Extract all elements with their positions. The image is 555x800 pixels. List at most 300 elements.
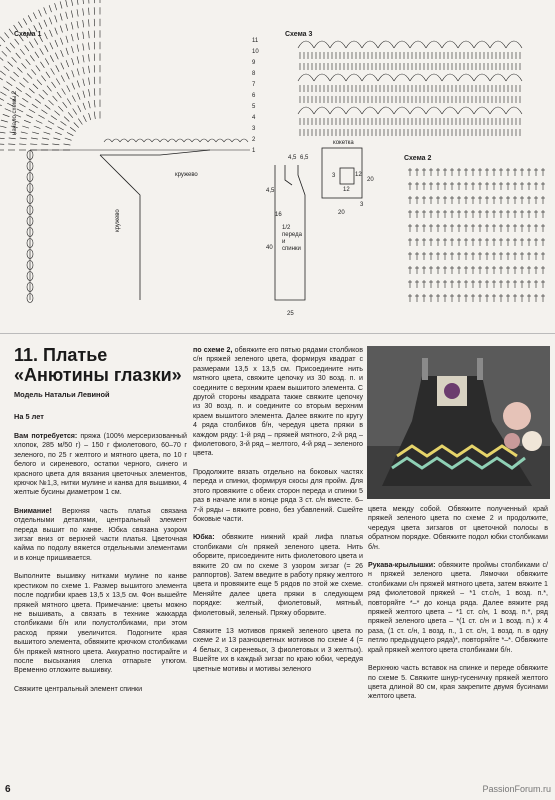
stitch-mark bbox=[40, 62, 44, 68]
dim-12-a: 12 bbox=[355, 172, 362, 178]
dim-40: 40 bbox=[266, 245, 273, 251]
stitch-mark bbox=[83, 55, 84, 62]
fan-mark bbox=[298, 107, 314, 114]
stitch-mark bbox=[77, 68, 79, 75]
fan-mark bbox=[458, 74, 474, 81]
page-number: 6 bbox=[5, 784, 11, 795]
scheme1-row-number: 7 bbox=[252, 82, 256, 88]
stitch-mark bbox=[41, 76, 45, 82]
fan-mark bbox=[346, 41, 362, 48]
stitch-mark bbox=[56, 65, 59, 72]
stitch-mark bbox=[67, 132, 73, 135]
stitch-mark bbox=[17, 68, 22, 73]
stitch-mark bbox=[34, 38, 38, 44]
stitch-mark bbox=[94, 54, 95, 61]
dim-20-b: 20 bbox=[338, 210, 345, 216]
stitch-mark bbox=[31, 138, 38, 139]
stitch-mark bbox=[14, 72, 19, 77]
scheme1-row-number: 1 bbox=[252, 148, 256, 154]
fan-mark bbox=[330, 41, 346, 48]
stitch-mark bbox=[89, 54, 90, 61]
fan-mark bbox=[506, 74, 522, 81]
stitch-mark bbox=[26, 93, 32, 97]
paragraph-text: Верхнюю часть вставок на спинке и переде обвяжите по схеме 5. Свяжите шнур-гусеничку пряжей желтого цвета длиной 80 см, края закрепите двумя бусинами желтого цвета. bbox=[368, 664, 548, 701]
scallop-mark bbox=[144, 139, 152, 142]
stitch-mark bbox=[77, 0, 78, 5]
scheme1-row-number: 4 bbox=[252, 115, 256, 121]
article-column-2 bbox=[193, 346, 363, 674]
stitch-mark bbox=[60, 26, 62, 33]
paragraph-lead: Вам потребуется: bbox=[14, 432, 78, 440]
stitch-mark bbox=[61, 75, 64, 81]
paragraph bbox=[193, 533, 363, 618]
stitch-mark bbox=[0, 92, 6, 96]
fan-mark bbox=[298, 41, 314, 48]
scallop-mark bbox=[168, 139, 176, 142]
dim-20: 20 bbox=[367, 177, 374, 183]
stitch-mark bbox=[30, 144, 37, 145]
stitch-mark bbox=[1, 120, 8, 122]
stitch-mark bbox=[28, 15, 31, 21]
scheme1-label: Схема 1 bbox=[14, 31, 42, 38]
stitch-mark bbox=[22, 98, 28, 102]
stitch-mark bbox=[6, 47, 11, 52]
stitch-mark bbox=[46, 72, 50, 78]
paragraph bbox=[193, 627, 363, 674]
stitch-mark bbox=[53, 138, 60, 140]
paragraph-lead: Рукава-крылышки: bbox=[368, 561, 436, 570]
stitch-mark bbox=[18, 22, 22, 28]
article-title: 11. Платье «Анютины глазки» bbox=[14, 345, 182, 385]
stitch-mark bbox=[5, 33, 10, 39]
fan-mark bbox=[490, 74, 506, 81]
dim-4-5: 4,5 bbox=[288, 155, 297, 161]
stitch-mark bbox=[77, 93, 80, 100]
scallop-mark bbox=[200, 139, 208, 142]
article-age: На 5 лет bbox=[14, 412, 44, 421]
stitch-mark bbox=[51, 116, 57, 120]
scheme1-row-number: 8 bbox=[252, 71, 256, 77]
stitch-mark bbox=[12, 57, 17, 62]
scallop-mark bbox=[216, 139, 224, 142]
fan-mark bbox=[410, 107, 426, 114]
stitch-mark bbox=[89, 89, 90, 96]
paragraph bbox=[368, 505, 548, 552]
stitch-mark bbox=[89, 0, 90, 4]
stitch-mark bbox=[53, 96, 58, 101]
dim-4-5-b: 4,5 bbox=[266, 188, 275, 194]
stitch-mark bbox=[23, 18, 27, 24]
watermark: PassionForum.ru bbox=[482, 784, 551, 794]
stitch-mark bbox=[10, 77, 16, 82]
stitch-mark bbox=[0, 41, 1, 46]
stitch-mark bbox=[15, 39, 19, 45]
stitch-mark bbox=[72, 58, 74, 65]
stitch-mark bbox=[67, 85, 70, 91]
stitch-mark bbox=[27, 74, 32, 79]
stitch-mark bbox=[83, 8, 84, 15]
stitch-mark bbox=[89, 101, 91, 108]
stitch-mark bbox=[48, 121, 54, 125]
fan-mark bbox=[490, 107, 506, 114]
stitch-mark bbox=[20, 49, 25, 55]
paragraph-text: обвяжите проймы столбиками с/н пряжей зеленого цвета. Лямочки обвяжите столбиками с/н пряжей мятного цвета, затем вяжите 1 ряд фиолетовой пряжей – *1 ст.с/н, 1 возд. п.*, повторяйте *–* до конца ряда. Далее вяжите ряд пряжей желтого цвета – *1 ст. с/н, 1 возд. п.*, ряд пряжей зеленого цвета – *(1 ст. с/н и 1 возд. п.) х 4 раза, (1 ст. с/н, 1 возд. п., 1 ст. с/н, 1 возд. п. в одну петлю предыдущего ряда)*, повторяйте *–*. Обвяжите край пряжей желтого цвета столбиками б/н. bbox=[368, 561, 548, 654]
stitch-mark bbox=[78, 105, 81, 112]
stitch-mark bbox=[50, 43, 53, 50]
stitch-mark bbox=[22, 63, 27, 68]
stitch-mark bbox=[8, 62, 13, 67]
stitch-mark bbox=[34, 126, 41, 128]
scallop-mark bbox=[104, 139, 112, 142]
diagrams-area bbox=[0, 0, 555, 332]
stitch-mark bbox=[62, 89, 66, 95]
fan-mark bbox=[298, 74, 314, 81]
fan-mark bbox=[362, 107, 378, 114]
dim-12-b: 12 bbox=[343, 187, 350, 193]
scheme1-row-number: 10 bbox=[252, 49, 259, 55]
stitch-mark bbox=[3, 114, 10, 116]
stitch-mark bbox=[89, 66, 90, 73]
stitch-mark bbox=[65, 138, 72, 140]
stitch-mark bbox=[52, 144, 59, 145]
stitch-mark bbox=[44, 20, 47, 27]
dim-3: 3 bbox=[332, 173, 336, 179]
stitch-mark bbox=[89, 43, 90, 50]
stitch-mark bbox=[89, 31, 90, 38]
stitch-mark bbox=[72, 70, 74, 77]
article-column-1 bbox=[14, 432, 187, 694]
fan-mark bbox=[458, 107, 474, 114]
stitch-mark bbox=[68, 112, 73, 118]
scallop-mark bbox=[224, 139, 232, 142]
fan-mark bbox=[362, 74, 378, 81]
stitch-mark bbox=[89, 78, 90, 85]
stitch-mark bbox=[66, 36, 68, 43]
dress-photo-illustration bbox=[367, 346, 550, 499]
stitch-mark bbox=[83, 115, 86, 122]
stitch-mark bbox=[0, 138, 5, 139]
stitch-mark bbox=[55, 28, 58, 35]
scallop-mark bbox=[232, 139, 240, 142]
koketka-label: кокетка bbox=[333, 140, 354, 146]
stitch-mark bbox=[94, 112, 95, 119]
kruzhevo-top-label: кружево bbox=[175, 172, 198, 178]
stitch-mark bbox=[41, 144, 48, 145]
stitch-mark bbox=[89, 19, 90, 26]
fan-mark bbox=[442, 41, 458, 48]
stitch-mark bbox=[83, 20, 84, 27]
stitch-mark bbox=[73, 109, 77, 115]
fan-mark bbox=[314, 74, 330, 81]
stitch-mark bbox=[22, 126, 29, 128]
stitch-mark bbox=[40, 48, 44, 54]
stitch-mark bbox=[83, 67, 85, 74]
fan-mark bbox=[330, 74, 346, 81]
stitch-mark bbox=[36, 121, 42, 124]
stitch-mark bbox=[2, 51, 7, 56]
fan-mark bbox=[314, 107, 330, 114]
stitch-mark bbox=[58, 127, 64, 130]
stitch-mark bbox=[83, 43, 84, 50]
stitch-mark bbox=[63, 102, 67, 108]
stitch-mark bbox=[71, 10, 73, 17]
stitch-mark bbox=[71, 22, 73, 29]
stitch-mark bbox=[21, 132, 28, 134]
stitch-mark bbox=[51, 68, 55, 74]
stitch-mark bbox=[32, 132, 39, 134]
scallop-mark bbox=[240, 139, 248, 142]
stitch-mark bbox=[41, 110, 47, 114]
stitch-mark bbox=[0, 126, 6, 128]
stitch-mark bbox=[29, 109, 35, 113]
stitch-mark bbox=[0, 76, 3, 80]
scallop-mark bbox=[136, 139, 144, 142]
stitch-mark bbox=[35, 52, 39, 58]
stitch-mark bbox=[30, 55, 34, 61]
stitch-mark bbox=[5, 109, 12, 112]
fan-mark bbox=[362, 41, 378, 48]
paragraph bbox=[368, 561, 548, 655]
fan-mark bbox=[426, 41, 442, 48]
section-divider bbox=[0, 333, 555, 334]
fan-mark bbox=[378, 107, 394, 114]
stitch-mark bbox=[55, 132, 62, 135]
stitch-mark bbox=[49, 100, 54, 105]
stitch-mark bbox=[42, 138, 49, 139]
scheme1-row-number: 9 bbox=[252, 60, 256, 66]
paragraph bbox=[14, 685, 187, 694]
paragraph-text: Свяжите центральный элемент спинки bbox=[14, 684, 143, 693]
stitch-mark bbox=[36, 65, 40, 71]
stitch-mark bbox=[83, 0, 84, 4]
paragraph-lead: Юбка: bbox=[193, 533, 215, 542]
stitch-mark bbox=[67, 99, 71, 105]
stitch-mark bbox=[61, 63, 64, 70]
stitch-mark bbox=[56, 79, 60, 85]
fan-mark bbox=[506, 107, 522, 114]
fan-mark bbox=[378, 74, 394, 81]
stitch-mark bbox=[47, 86, 52, 92]
stitch-mark bbox=[0, 37, 5, 42]
fan-mark bbox=[474, 107, 490, 114]
stitch-mark bbox=[72, 95, 75, 101]
stitch-mark bbox=[44, 7, 47, 14]
stitch-mark bbox=[72, 83, 75, 90]
scheme1-start-label: начало схемы 2 bbox=[12, 90, 18, 135]
scheme3-label: Схема 3 bbox=[285, 31, 313, 38]
stitch-mark bbox=[39, 94, 44, 99]
stitch-mark bbox=[83, 91, 85, 98]
stitch-mark bbox=[94, 65, 95, 72]
paragraph-text: обвяжите его пятью рядами столбиков с/н пряжей зеленого цвета, формируя квадрат с размерами 13,5 х 13,5 см. Присоедините нить мятного цвета, свяжите цепочку из 30 возд. п. и соедините с верхним краем вышитого элемента. С другой стороны квадрата также свяжите цепочку из 30 возд. п. и соедините со вторым верхним краем вышитого элемента. Далее вяжите по кругу 4 ряда столбиков б/н, чередуя цвета пряжи в каждом ряду: 1-й ряд – пряжей мятного, 2-й ряд – фиолетового, 3-й ряд – желтого, 4-й ряд – зеленого цвета. bbox=[193, 346, 364, 458]
dress-photo bbox=[367, 346, 550, 499]
scheme1-chart bbox=[0, 0, 250, 302]
paragraph-text: пряжа (100% мерсеризованный хлопок, 285 м/50 г) – 150 г фиолетового, 60–70 г зеленого, по 25 г желтого и мятного цвета, по 10 г белого и сиреневого, остатки черного, синего и красного цвета для вязания цветочных элементов, крючок №1,3, нитки мулине и канва для вышивки, 4 желтые бусины диаметром 1 см. bbox=[14, 432, 187, 497]
paragraph-text: Продолжите вязать отдельно на боковых частях переда и спинки, формируя скосы для пройм. Для этого провяжите с обеих сторон переда и спинки 5 раз в начале или в конце ряда 3 ст. с/н вместе. 6–7-й ряды – вяжите ровно, без убавлений. Сшейте боковые части. bbox=[193, 467, 363, 523]
scheme1-row-number: 11 bbox=[252, 38, 259, 44]
scallop-mark bbox=[112, 139, 120, 142]
stitch-mark bbox=[44, 33, 47, 40]
stitch-mark bbox=[55, 15, 57, 22]
stitch-mark bbox=[77, 56, 79, 63]
stitch-mark bbox=[9, 29, 13, 35]
stitch-mark bbox=[89, 113, 91, 120]
fan-mark bbox=[346, 107, 362, 114]
stitch-mark bbox=[61, 50, 64, 57]
stitch-mark bbox=[0, 71, 6, 75]
fan-mark bbox=[426, 74, 442, 81]
stitch-mark bbox=[45, 105, 51, 110]
stitch-mark bbox=[19, 144, 26, 145]
stitch-mark bbox=[29, 88, 34, 93]
stitch-mark bbox=[66, 60, 69, 67]
paragraph-text: обвяжите нижний край лифа платья столбиками с/н пряжей зеленого цвета. Нить оборвите, присоедините нить фиолетового цвета и вяжите 20 см по схеме 3 узором зигзаг (= 26 раппортов). Затем введите в работу пряжу желтого цвета и провяжите еще 5 рядов по этой же схеме. Меняйте далее цвета пряжи в следующем порядке: желтый, фиолетовый, мятный, фиолетовый, зеленый. Пряжу оборвите. bbox=[193, 533, 363, 617]
stitch-mark bbox=[20, 138, 27, 139]
stitch-mark bbox=[60, 38, 62, 45]
stitch-mark bbox=[66, 48, 68, 55]
fan-mark bbox=[506, 41, 522, 48]
pattern-part-label: 1/2 переда и спинки bbox=[282, 225, 302, 252]
stitch-mark bbox=[43, 90, 48, 95]
scheme1-row-number: 5 bbox=[252, 104, 256, 110]
paragraph-text: цвета между собой. Обвяжите полученный край пряжей зеленого цвета по схеме 2 и продолжите, чередуя цвета зигзагов от цветочной полосы в обратном порядке. Обвяжите подол юбки столбиками б/н. bbox=[368, 505, 548, 551]
fan-mark bbox=[426, 107, 442, 114]
fan-mark bbox=[314, 41, 330, 48]
fan-mark bbox=[410, 74, 426, 81]
paragraph-lead: Внимание! bbox=[14, 506, 52, 515]
scheme1-row-number: 2 bbox=[252, 137, 256, 143]
stitch-mark bbox=[55, 40, 58, 47]
stitch-mark bbox=[3, 87, 9, 91]
fan-mark bbox=[394, 107, 410, 114]
stitch-mark bbox=[77, 45, 79, 52]
stitch-mark bbox=[57, 92, 61, 98]
stitch-mark bbox=[0, 132, 5, 133]
stitch-mark bbox=[0, 103, 2, 106]
stitch-mark bbox=[83, 103, 86, 110]
fan-mark bbox=[410, 41, 426, 48]
stitch-mark bbox=[66, 0, 68, 7]
fan-mark bbox=[394, 41, 410, 48]
scallop-mark bbox=[208, 139, 216, 142]
fan-mark bbox=[330, 107, 346, 114]
stitch-mark bbox=[0, 97, 4, 100]
stitch-mark bbox=[24, 120, 31, 123]
scheme2-chart bbox=[408, 168, 545, 302]
stitch-mark bbox=[25, 45, 29, 51]
scallop-mark bbox=[176, 139, 184, 142]
fan-mark bbox=[442, 107, 458, 114]
stitch-mark bbox=[19, 104, 25, 108]
stitch-mark bbox=[44, 132, 51, 134]
fan-mark bbox=[346, 74, 362, 81]
stitch-mark bbox=[20, 83, 25, 88]
fan-mark bbox=[442, 74, 458, 81]
stitch-mark bbox=[55, 3, 57, 10]
stitch-mark bbox=[77, 81, 79, 88]
scheme1-row-number: 6 bbox=[252, 93, 256, 99]
article-column-3 bbox=[368, 505, 548, 702]
stitch-mark bbox=[49, 18, 52, 25]
stitch-mark bbox=[29, 42, 33, 48]
stitch-mark bbox=[77, 21, 78, 28]
kruzhevo-side-label: кружево bbox=[115, 209, 121, 232]
stitch-mark bbox=[8, 144, 15, 145]
stitch-mark bbox=[26, 115, 32, 118]
stitch-mark bbox=[77, 33, 78, 40]
stitch-mark bbox=[58, 106, 63, 111]
stitch-mark bbox=[77, 9, 78, 16]
stitch-mark bbox=[60, 1, 62, 8]
paragraph-text: Верхняя часть платья связана отдельными деталями, центральный элемент переда вышит по канве. Юбка связана узором зигзаг вниз от верхней части платья. Цветочная кайма по подолу вяжется отдельными элементами и в конце пришивается. bbox=[14, 506, 187, 562]
scallop-mark bbox=[152, 139, 160, 142]
stitch-mark bbox=[49, 5, 51, 12]
stitch-mark bbox=[61, 121, 67, 125]
stitch-mark bbox=[45, 45, 48, 52]
fan-mark bbox=[378, 41, 394, 48]
dress-pattern bbox=[100, 148, 362, 300]
stitch-mark bbox=[16, 53, 21, 58]
stitch-mark bbox=[89, 8, 90, 15]
stitch-mark bbox=[0, 56, 3, 61]
scallop-mark bbox=[160, 139, 168, 142]
fan-mark bbox=[394, 74, 410, 81]
stitch-mark bbox=[66, 24, 68, 31]
stitch-mark bbox=[52, 82, 56, 88]
paragraph bbox=[368, 664, 548, 702]
stitch-mark bbox=[94, 100, 95, 107]
stitch-mark bbox=[94, 88, 95, 95]
stitch-mark bbox=[37, 80, 42, 85]
stitch-mark bbox=[66, 73, 69, 80]
stitch-mark bbox=[33, 13, 36, 20]
stitch-mark bbox=[10, 43, 15, 49]
stitch-mark bbox=[72, 46, 74, 53]
scheme2-label: Схема 2 bbox=[404, 155, 432, 162]
stitch-mark bbox=[9, 138, 16, 139]
paragraph bbox=[14, 432, 187, 498]
paragraph bbox=[14, 572, 187, 675]
stitch-mark bbox=[46, 126, 53, 129]
stitch-mark bbox=[66, 12, 68, 19]
stitch-mark bbox=[23, 78, 28, 83]
stitch-mark bbox=[54, 111, 59, 116]
paragraph bbox=[14, 507, 187, 563]
scallop-mark bbox=[128, 139, 136, 142]
dim-16: 16 bbox=[275, 212, 282, 218]
stitch-mark bbox=[45, 58, 49, 64]
stitch-mark bbox=[38, 115, 44, 119]
stitch-mark bbox=[78, 119, 82, 125]
dim-3-b: 3 bbox=[360, 202, 364, 208]
stitch-mark bbox=[31, 69, 36, 74]
article-author: Модель Натальи Левиной bbox=[14, 390, 110, 399]
scallop-mark bbox=[192, 139, 200, 142]
stitch-mark bbox=[71, 34, 73, 41]
stitch-mark bbox=[6, 82, 12, 86]
dim-25: 25 bbox=[287, 311, 294, 317]
fan-mark bbox=[474, 41, 490, 48]
stitch-mark bbox=[35, 99, 41, 103]
paragraph-lead: по схеме 2, bbox=[193, 346, 233, 354]
crochet-diagrams bbox=[0, 0, 555, 332]
stitch-mark bbox=[55, 53, 58, 60]
stitch-mark bbox=[94, 77, 95, 84]
stitch-mark bbox=[33, 84, 38, 89]
dim-6-5: 6,5 bbox=[300, 155, 309, 161]
stitch-mark bbox=[50, 55, 53, 62]
stitch-mark bbox=[70, 127, 76, 131]
